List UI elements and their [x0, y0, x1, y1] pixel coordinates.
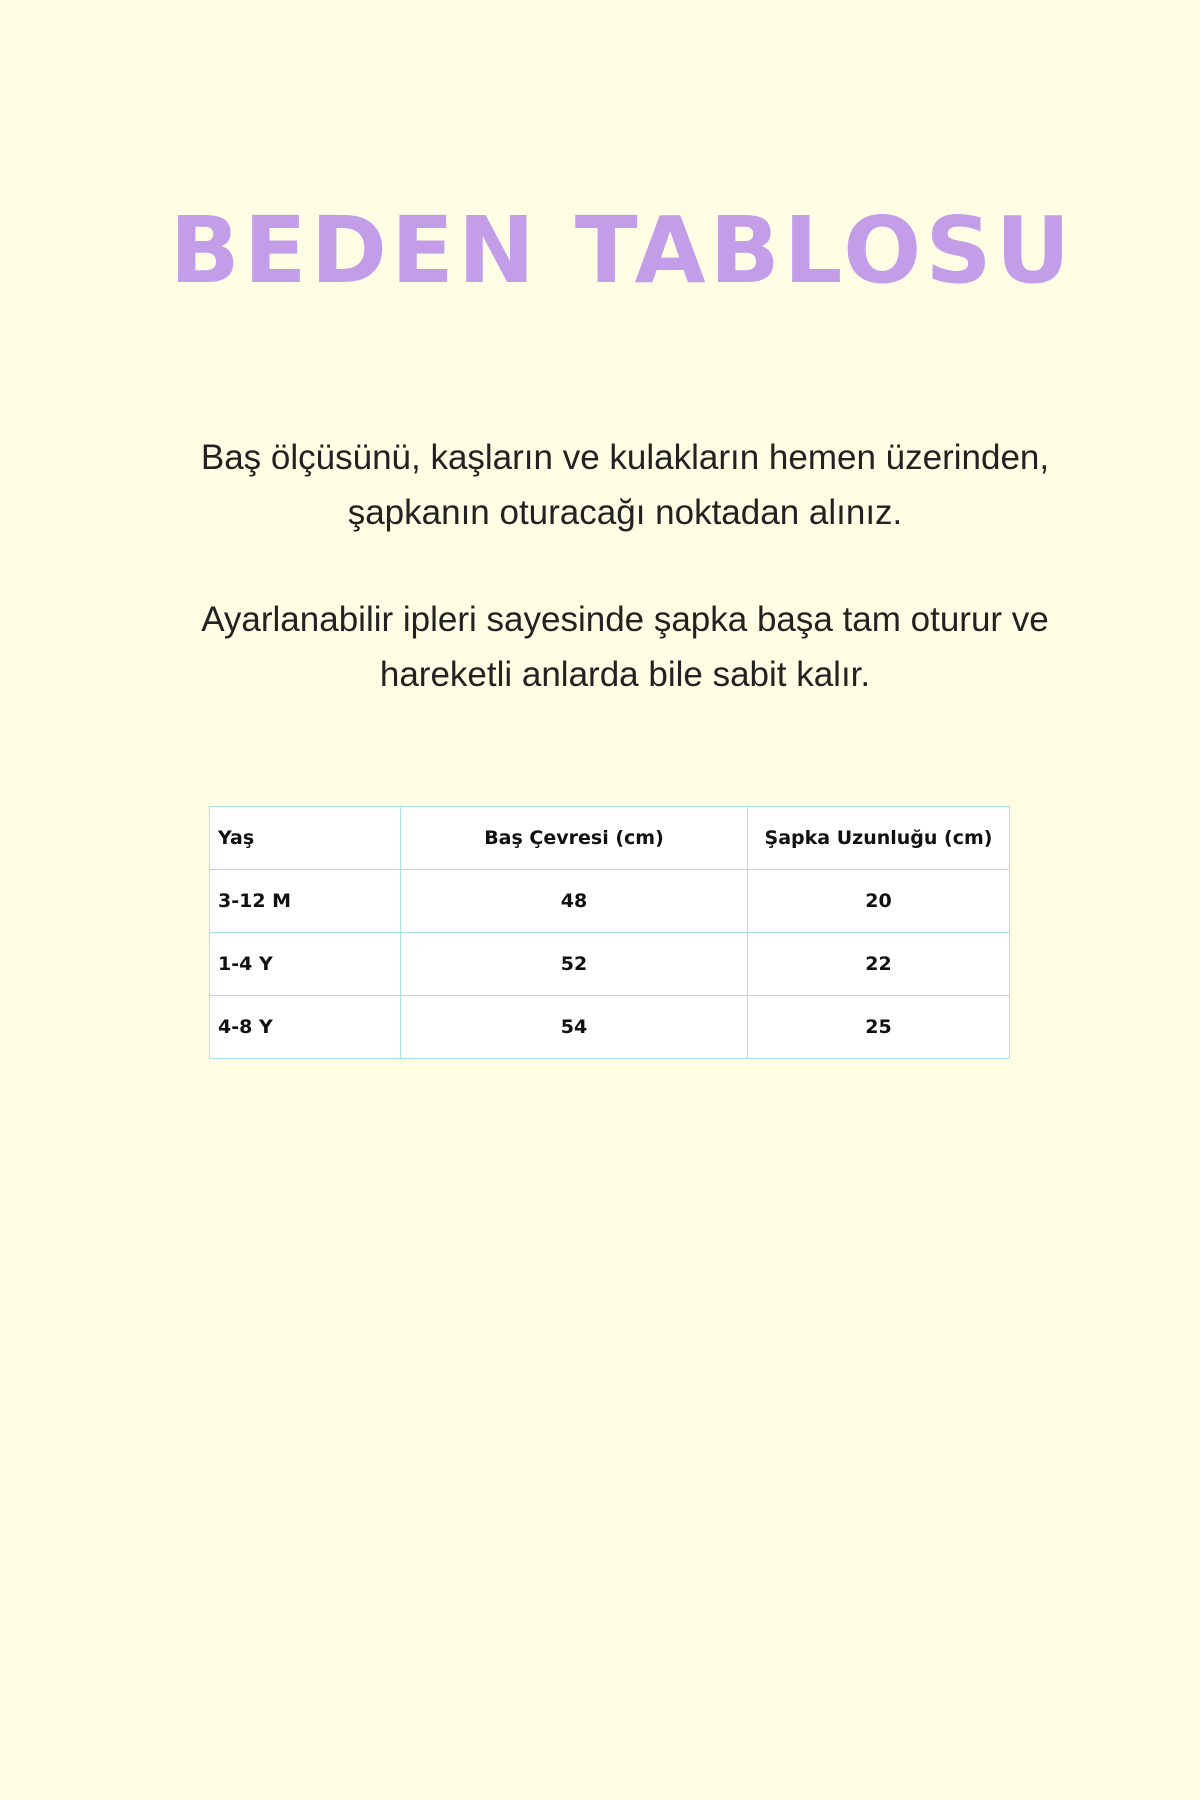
cell-head-circumference: 54: [401, 996, 748, 1059]
cell-age: 4-8 Y: [210, 996, 401, 1059]
cell-hat-length: 22: [748, 933, 1010, 996]
header-hat-length: Şapka Uzunluğu (cm): [748, 807, 1010, 870]
cell-age: 3-12 M: [210, 870, 401, 933]
cell-hat-length: 20: [748, 870, 1010, 933]
header-head-circumference: Baş Çevresi (cm): [401, 807, 748, 870]
note-line-1: Ayarlanabilir ipleri sayesinde şapka başa tam oturur ve: [201, 600, 1049, 639]
page-title: BEDEN TABLOSU: [169, 197, 1075, 304]
instruction-line-2: şapkanın oturacağı noktadan alınız.: [347, 493, 903, 532]
header-age: Yaş: [210, 807, 401, 870]
cell-age: 1-4 Y: [210, 933, 401, 996]
cell-head-circumference: 48: [401, 870, 748, 933]
measurement-instructions: [150, 430, 1100, 540]
table-row: [210, 996, 1010, 1059]
size-table: [209, 806, 1010, 1059]
cell-hat-length: 25: [748, 996, 1010, 1059]
cell-head-circumference: 52: [401, 933, 748, 996]
table-row: [210, 870, 1010, 933]
instruction-line-1: Baş ölçüsünü, kaşların ve kulakların hemen üzerinden,: [200, 438, 1050, 477]
table-header-row: [210, 807, 1010, 870]
note-line-2: hareketli anlarda bile sabit kalır.: [379, 655, 871, 694]
adjustable-strap-note: [150, 592, 1100, 702]
table-row: [210, 933, 1010, 996]
